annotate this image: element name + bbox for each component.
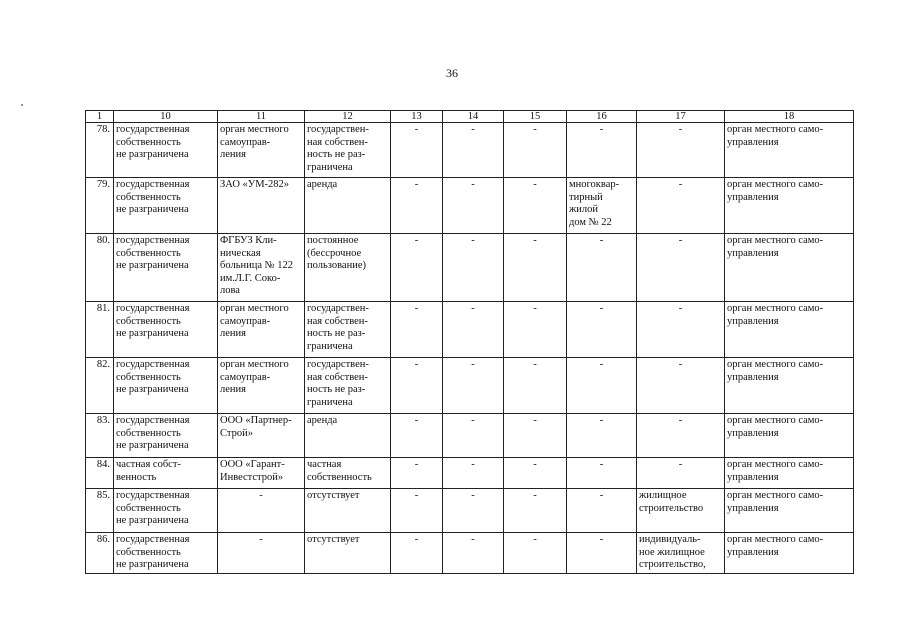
table-cell: жилищное строительство (637, 489, 725, 533)
table-cell: орган местного самоуправ- ления (218, 358, 305, 414)
table-cell: - (391, 178, 443, 234)
table-cell: - (391, 123, 443, 178)
header-row (86, 111, 854, 123)
table-cell: - (391, 414, 443, 458)
table-cell: - (567, 533, 637, 574)
table-row (86, 302, 854, 358)
table-cell: - (391, 489, 443, 533)
table-cell: государственная собственность не разграничена (114, 234, 218, 302)
table-cell: орган местного само- управления (725, 234, 854, 302)
table-cell: - (637, 234, 725, 302)
table-cell: - (637, 358, 725, 414)
table-cell: орган местного самоуправ- ления (218, 123, 305, 178)
table-cell: ЗАО «УМ-282» (218, 178, 305, 234)
row-number: 83. (86, 414, 114, 458)
table-cell: - (443, 533, 504, 574)
table-cell: - (443, 458, 504, 489)
table-row (86, 358, 854, 414)
table-cell: - (443, 123, 504, 178)
table-cell: государственная собственность не разграничена (114, 489, 218, 533)
table-cell: орган местного само- управления (725, 178, 854, 234)
table-cell: - (567, 234, 637, 302)
table-cell: - (443, 178, 504, 234)
table-cell: - (637, 123, 725, 178)
table-cell: - (218, 533, 305, 574)
table-cell: государственная собственность не разграничена (114, 178, 218, 234)
table-cell: государствен- ная собствен- ность не раз- граничена (305, 123, 391, 178)
column-header: 17 (637, 111, 725, 123)
row-number: 79. (86, 178, 114, 234)
table-cell: - (443, 358, 504, 414)
row-number: 81. (86, 302, 114, 358)
table-cell: государственная собственность не разграничена (114, 533, 218, 574)
table-cell: - (391, 458, 443, 489)
table-cell: - (443, 302, 504, 358)
table-cell: орган местного само- управления (725, 458, 854, 489)
table-cell: - (504, 234, 567, 302)
table-cell: индивидуаль- ное жилищное строительство, (637, 533, 725, 574)
table-row (86, 234, 854, 302)
table-cell: ФГБУЗ Кли- ническая больница № 122 им.Л.Г. Соко- лова (218, 234, 305, 302)
row-number: 80. (86, 234, 114, 302)
row-number: 78. (86, 123, 114, 178)
table-cell: частная собственность (305, 458, 391, 489)
table-cell: - (391, 302, 443, 358)
table-cell: - (218, 489, 305, 533)
table-row (86, 414, 854, 458)
table-cell: частная собст- венность (114, 458, 218, 489)
table-cell: - (504, 123, 567, 178)
table-cell: отсутствует (305, 533, 391, 574)
data-table (85, 110, 854, 574)
table-cell: государственная собственность не разграничена (114, 358, 218, 414)
column-header: 1 (86, 111, 114, 123)
table-cell: - (637, 302, 725, 358)
row-number: 84. (86, 458, 114, 489)
table-cell: - (443, 489, 504, 533)
column-header: 11 (218, 111, 305, 123)
table-cell: - (637, 414, 725, 458)
table-cell: орган местного само- управления (725, 302, 854, 358)
row-number: 82. (86, 358, 114, 414)
table-cell: - (637, 178, 725, 234)
table-cell: орган местного само- управления (725, 533, 854, 574)
table-cell: - (504, 358, 567, 414)
table-cell: - (391, 358, 443, 414)
column-header: 14 (443, 111, 504, 123)
row-number: 85. (86, 489, 114, 533)
table-cell: орган местного само- управления (725, 358, 854, 414)
table-cell: государственная собственность не разграничена (114, 123, 218, 178)
table-row (86, 458, 854, 489)
table-cell: - (504, 302, 567, 358)
table-cell: - (567, 489, 637, 533)
table-cell: - (504, 414, 567, 458)
table-cell: - (504, 533, 567, 574)
table-cell: постоянное (бессрочное пользование) (305, 234, 391, 302)
table-cell: - (567, 302, 637, 358)
column-header: 16 (567, 111, 637, 123)
page-number: 36 (446, 66, 458, 80)
table-cell: ООО «Партнер- Строй» (218, 414, 305, 458)
table-row (86, 533, 854, 574)
table-cell: - (391, 533, 443, 574)
table-cell: - (391, 234, 443, 302)
table-cell: аренда (305, 414, 391, 458)
table-cell: орган местного само- управления (725, 489, 854, 533)
table-row (86, 489, 854, 533)
table-cell: - (567, 458, 637, 489)
table-cell: - (504, 178, 567, 234)
table-cell: государствен- ная собствен- ность не раз- граничена (305, 358, 391, 414)
table-cell: - (504, 489, 567, 533)
table-cell: государственная собственность не разграничена (114, 414, 218, 458)
table-cell: орган местного само- управления (725, 123, 854, 178)
table-cell: - (567, 414, 637, 458)
table-row (86, 178, 854, 234)
scan-speck (21, 104, 23, 106)
table-row (86, 123, 854, 178)
table-cell: - (504, 458, 567, 489)
table-cell: государственная собственность не разграничена (114, 302, 218, 358)
table-cell: многоквар- тирный жилой дом № 22 (567, 178, 637, 234)
table-cell: - (637, 458, 725, 489)
table-cell: - (567, 123, 637, 178)
table-cell: - (443, 414, 504, 458)
table-cell: отсутствует (305, 489, 391, 533)
table-cell: аренда (305, 178, 391, 234)
column-header: 12 (305, 111, 391, 123)
column-header: 15 (504, 111, 567, 123)
column-header: 18 (725, 111, 854, 123)
table-cell: ООО «Гарант- Инвестстрой» (218, 458, 305, 489)
row-number: 86. (86, 533, 114, 574)
table-cell: - (567, 358, 637, 414)
column-header: 13 (391, 111, 443, 123)
table-cell: орган местного самоуправ- ления (218, 302, 305, 358)
column-header: 10 (114, 111, 218, 123)
table-cell: орган местного само- управления (725, 414, 854, 458)
table-cell: государствен- ная собствен- ность не раз- граничена (305, 302, 391, 358)
table-cell: - (443, 234, 504, 302)
